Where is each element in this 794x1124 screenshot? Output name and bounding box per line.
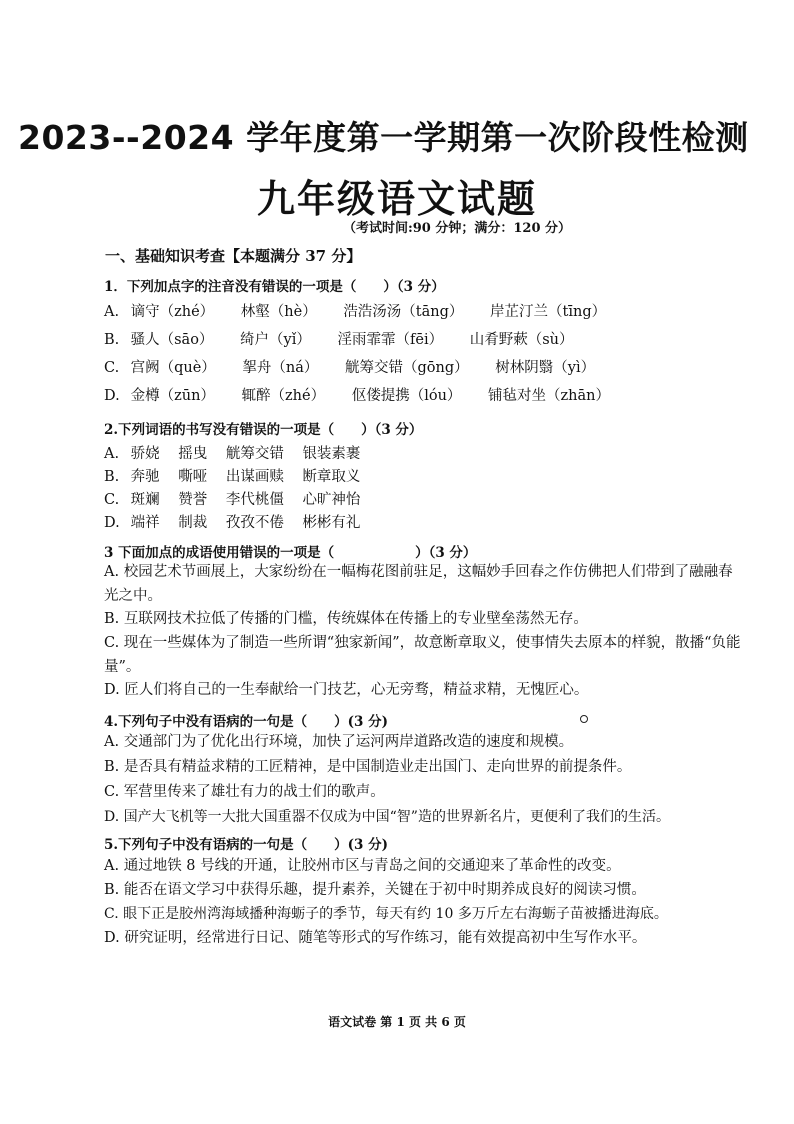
exam-info: （考试时间:90 分钟；满分：120 分） [342,221,572,236]
option-item: 制裁 [178,515,208,531]
question-2-stem: 2.下列词语的书写没有错误的一项是（ ）（3 分） [104,422,423,438]
question-4-stem: 4.下列句子中没有语病的一句是（ ）(3 分) [104,714,388,730]
option-item: 嘶哑 [178,469,208,485]
option-item: 骄娆 [130,446,160,462]
question-2-option-b [104,465,374,486]
question-2-option-d [104,511,374,532]
option-item: 伛偻提携（lóu） [351,388,462,404]
option-item: 奔驰 [130,469,160,485]
option-item: 银装素裹 [302,446,361,462]
question-5-option-b: B. 能否在语文学习中获得乐趣，提升素养，关键在于初中时期养成良好的阅读习惯。 [104,882,646,898]
option-item: 斑斓 [130,492,160,508]
option-item: 树林阴翳（yì） [495,360,596,376]
option-item: 孜孜不倦 [225,515,284,531]
option-label: C. [104,492,120,508]
option-item: 端祥 [130,515,160,531]
option-item: 林壑（hè） [240,304,317,320]
question-2-option-a [104,442,374,463]
question-2-option-c [104,488,374,509]
option-item: 宫阙（què） [130,360,216,376]
option-label: C. [104,360,120,376]
question-3-option-d: D. 匠人们将自己的一生奉献给一门技艺，心无旁骛，精益求精，无愧匠心。 [104,682,589,698]
option-item: 摇曳 [178,446,208,462]
question-3-option-b: B. 互联网技术拉低了传播的门槛，传统媒体在传播上的专业壁垒荡然无存。 [104,611,588,627]
exam-subtitle: 九年级语文试题 [256,177,537,221]
option-label: B. [104,469,120,485]
question-4-option-d: D. 国产大飞机等一大批大国重器不仅成为中国“智”造的世界新名片，更便利了我们的生活。 [104,809,670,825]
question-1-stem: 1．下列加点字的注音没有错误的一项是（ ）（3 分） [104,279,445,295]
option-item: 心旷神怡 [302,492,361,508]
option-item: 铺毡对坐（zhān） [488,388,611,404]
option-item: 岸芷汀兰（tīng） [490,304,607,320]
question-5-stem: 5.下列句子中没有语病的一句是（ ）(3 分) [104,837,388,853]
option-item: 赞誉 [178,492,208,508]
option-item: 觥筹交错 [225,446,284,462]
option-item: 辄醉（zhé） [241,388,326,404]
option-label: D. [104,388,120,404]
page-footer: 语文试卷 第 1 页 共 6 页 [328,1015,466,1029]
question-3-stem: 3 下面加点的成语使用错误的一项是（ ）（3 分） [104,545,477,561]
option-item: 金樽（zūn） [130,388,215,404]
option-item: 山肴野蔌（sù） [469,332,574,348]
stray-mark [580,715,588,723]
question-1-option-c [104,356,617,377]
option-label: B. [104,332,120,348]
exam-title: 2023--2024 学年度第一学期第一次阶段性检测 [18,118,749,157]
option-item: 彬彬有礼 [302,515,361,531]
question-5-option-c: C. 眼下正是胶州湾海域播种海蛎子的季节，每天有约 10 多万斤左右海蛎子苗被播进海底。 [104,906,668,922]
question-5-option-a: A. 通过地铁 8 号线的开通，让胶州市区与青岛之间的交通迎来了革命性的改变。 [104,858,621,874]
option-item: 绮户（yǐ） [240,332,311,348]
option-item: 出谋画赎 [225,469,284,485]
option-item: 淫雨霏霏（fēi） [337,332,444,348]
question-1-option-d [104,384,632,405]
option-item: 觥筹交错（gōng） [345,360,469,376]
question-1-option-b [104,328,595,349]
question-4-option-b: B. 是否具有精益求精的工匠精神，是中国制造业走出国门、走向世界的前提条件。 [104,759,632,775]
question-5-option-d: D. 研究证明，经常进行日记、随笔等形式的写作练习，能有效提高初中生写作水平。 [104,930,647,946]
question-3-option-a: A. 校园艺术节画展上，大家纷纷在一幅梅花图前驻足，这幅妙手回春之作仿佛把人们带到了融融春光之中。 [104,564,733,604]
option-item: 谪守（zhé） [130,304,215,320]
section-heading: 一、基础知识考查【本题满分 37 分】 [105,247,362,265]
option-item: 挐舟（ná） [242,360,319,376]
option-label: A. [104,304,120,320]
option-item: 骚人（sāo） [130,332,214,348]
option-label: D. [104,515,120,531]
question-1-option-a [104,300,628,321]
option-label: A. [104,446,120,462]
question-3-option-c: C. 现在一些媒体为了制造一些所谓“独家新闻”，故意断章取义，使事情失去原本的样貌，散播“负能量”。 [104,635,741,675]
question-4-option-c: C. 军营里传来了雄壮有力的战士们的歌声。 [104,784,385,800]
question-4-option-a: A. 交通部门为了优化出行环境，加快了运河两岸道路改造的速度和规模。 [104,734,574,750]
option-item: 李代桃僵 [225,492,284,508]
option-item: 断章取义 [302,469,361,485]
option-item: 浩浩汤汤（tāng） [343,304,464,320]
